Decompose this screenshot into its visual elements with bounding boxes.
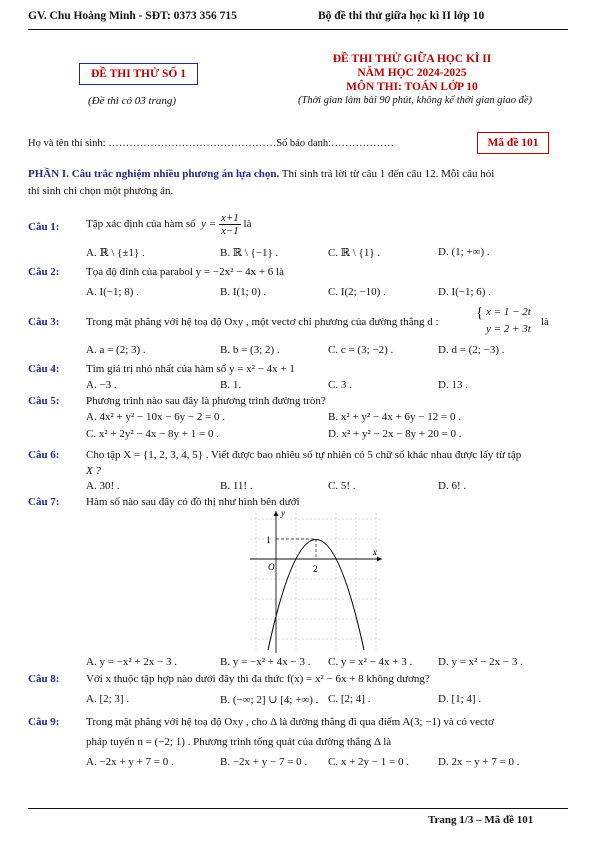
y-axis-label: y [281,508,285,518]
q7-option-b[interactable]: B. y = −x² + 4x − 3 . [220,656,311,668]
school-year: NĂM HỌC 2024-2025 [357,67,467,79]
page-footer: Trang 1/3 – Mã đề 101 [428,814,534,826]
exam-number-box: ĐỀ THI THỬ SỐ 1 [79,63,198,85]
question-9-text: Trong mặt phẳng với hệ toạ độ Oxy , cho Δ là đường thẳng đi qua điểm A(3; −1) và có vectơ [86,716,494,728]
question-number: Câu 9: [28,716,60,728]
header-left: GV. Chu Hoàng Minh - SĐT: 0373 356 715 [28,10,237,22]
question-4-text: Tìm giá trị nhỏ nhất của hàm số y = x² − 4x + 1 [86,363,295,375]
q3-option-d[interactable]: D. d = (2; −3) . [438,344,505,356]
q1-option-a[interactable]: A. ℝ \ {±1} . [86,247,145,259]
q8-option-c[interactable]: C. [2; 4] . [328,693,371,705]
q9-option-d[interactable]: D. 2x − y + 7 = 0 . [438,756,520,768]
q5-option-d[interactable]: D. x² + y² − 2x − 8y + 20 = 0 . [328,428,462,440]
q1-text-a: Tập xác định của hàm số [86,218,196,231]
q9-option-c[interactable]: C. x + 2y − 1 = 0 . [328,756,409,768]
q4-option-a[interactable]: A. −3 . [86,379,117,391]
question-8-text: Với x thuộc tập hợp nào dưới đây thì đa thức f(x) = x² − 6x + 8 không dương? [86,673,430,685]
tick-label-x: 2 [313,564,318,574]
q3-option-a[interactable]: A. a = (2; 3) . [86,344,146,356]
question-number: Câu 1: [28,221,60,233]
q5-option-b[interactable]: B. x² + y² − 4x + 6y − 12 = 0 . [328,411,461,423]
q6-option-a[interactable]: A. 30! . [86,480,120,492]
header-right: Bộ đề thi thử giữa học kì II lớp 10 [318,10,485,22]
parabola-graph [240,505,390,655]
q2-option-d[interactable]: D. I(−1; 6) . [438,286,491,298]
q3-option-c[interactable]: C. c = (3; −2) . [328,344,394,356]
system-eq-2: y = 2 + 3t [486,323,531,335]
question-number: Câu 6: [28,449,60,461]
q4-option-c[interactable]: C. 3 . [328,379,352,391]
q8-option-d[interactable]: D. [1; 4] . [438,693,482,705]
part1-title: PHẦN I. Câu trắc nghiệm nhiều phương án lựa chọn. [28,168,280,180]
q1-option-b[interactable]: B. ℝ \ {−1} . [220,247,279,259]
question-number: Câu 7: [28,496,60,508]
exam-page-note: (Đề thi có 03 trang) [88,95,176,107]
time-note: (Thời gian làm bài 90 phút, không kể thời gian giao đề) [297,95,533,106]
q2-option-c[interactable]: C. I(2; −10) . [328,286,386,298]
origin-label: O [268,562,275,572]
question-6-text-2: X ? [86,465,101,477]
tick-label-y: 1 [266,535,271,545]
q3-option-b[interactable]: B. b = (3; 2) . [220,344,280,356]
q6-option-d[interactable]: D. 6! . [438,480,467,492]
q8-option-b[interactable]: B. (−∞; 2] ∪ [4; +∞) . [220,694,319,706]
header-rule [28,29,568,30]
question-6-text: Cho tập X = {1, 2, 3, 4, 5} . Viết được bao nhiêu số tự nhiên có 5 chữ số khác nhau được lấy từ tập [86,449,522,461]
question-number: Câu 8: [28,673,60,685]
question-2-text: Tọa độ đỉnh của parabol y = −2x² − 4x + 6 là [86,266,284,278]
question-7-text: Hàm số nào sau đây có đồ thị như hình bên dưới [86,496,300,508]
x-axis-arrow [377,557,382,562]
q9-option-b[interactable]: B. −2x + y − 7 = 0 . [220,756,308,768]
q8-option-a[interactable]: A. [2; 3] . [86,693,130,705]
footer-rule [28,808,568,809]
question-number: Câu 3: [28,316,60,328]
part1-heading [28,168,494,180]
system-eq-1: x = 1 − 2t [486,306,531,318]
question-3-tail: là [541,316,549,328]
question-number: Câu 5: [28,395,60,407]
question-number: Câu 2: [28,266,60,278]
q9-option-a[interactable]: A. −2x + y + 7 = 0 . [86,756,174,768]
q1-option-c[interactable]: C. ℝ \ {1} . [328,247,381,259]
part1-instructions: Thí sinh trả lời từ câu 1 đến câu 12. Mỗi câu hỏi [279,168,495,180]
question-5-text: Phương trình nào sau đây là phương trình đường tròn? [86,395,326,407]
q7-option-c[interactable]: C. y = x² − 4x + 3 . [328,656,413,668]
q1-fraction [219,212,241,237]
part1-instructions-2: thí sinh chỉ chọn một phương án. [28,185,174,197]
student-info-line: Họ và tên thí sinh: …………………………………………Số báo danh:……………… [28,138,395,149]
q6-option-b[interactable]: B. 11! . [220,480,253,492]
q4-option-b[interactable]: B. 1. [220,379,242,391]
question-1-text [86,212,251,237]
q7-option-a[interactable]: A. y = −x² + 2x − 3 . [86,656,178,668]
q1-numerator: x+1 [220,212,239,224]
y-axis-arrow [274,511,279,516]
q1-func: y = [201,218,217,231]
graph-grid [250,513,380,650]
question-number: Câu 4: [28,363,60,375]
q1-denominator: x−1 [220,225,239,237]
exam-title: ĐỀ THI THỬ GIỮA HỌC KÌ II [332,53,492,65]
exam-code-box: Mã đề 101 [477,132,549,154]
q6-option-c[interactable]: C. 5! . [328,480,356,492]
question-3-text: Trong mặt phẳng với hệ toạ độ Oxy , một vectơ chỉ phương của đường thẳng d : [86,316,439,328]
q7-option-d[interactable]: D. y = x² − 2x − 3 . [438,656,523,668]
q4-option-d[interactable]: D. 13 . [438,379,468,391]
q1-option-d[interactable]: D. (1; +∞) . [438,246,490,258]
q2-option-b[interactable]: B. I(1; 0) . [220,286,267,298]
q5-option-c[interactable]: C. x² + 2y² − 4x − 8y + 1 = 0 . [86,428,219,440]
subject: MÔN THI: TOÁN LỚP 10 [346,81,478,93]
system-brace: { [476,305,484,321]
question-9-text-2: pháp tuyến n = (−2; 1) . Phương trình tổng quát của đường thẳng Δ là [86,736,392,748]
q2-option-a[interactable]: A. I(−1; 8) . [86,286,139,298]
q5-option-a[interactable]: A. 4x² + y² − 10x − 6y − 2 = 0 . [86,411,226,423]
q1-text-b: là [243,218,252,231]
x-axis-label: x [373,547,377,557]
